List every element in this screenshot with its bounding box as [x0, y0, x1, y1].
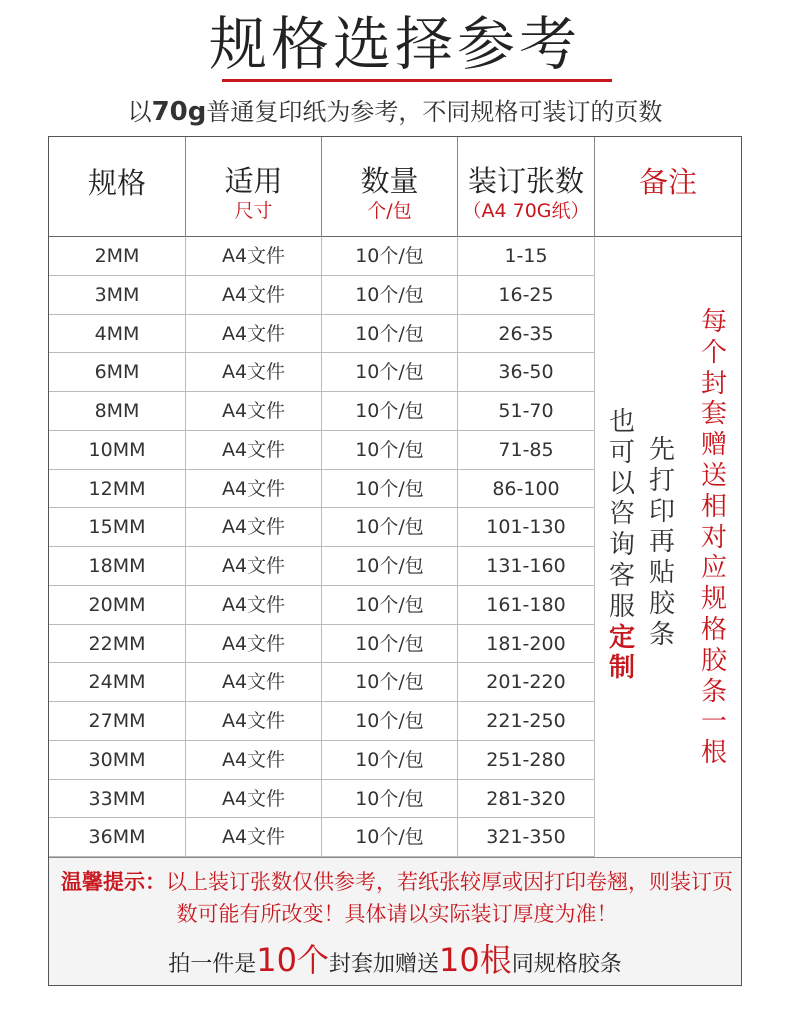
cell-size: A4文件: [186, 431, 322, 469]
subtitle-highlight: 70g: [151, 97, 207, 127]
tip-body: 以上装订张数仅供参考，若纸张较厚或因打印卷翘，则装订页数可能有所改变！具体请以实际装订厚度为准！: [166, 870, 733, 926]
header-quantity-label: 数量: [360, 164, 419, 198]
cell-quantity: 10个/包: [322, 470, 458, 508]
cell-size: A4文件: [186, 625, 322, 663]
note-free-strip: 每 个 封 套 赠 送 相 对 应 规 格 胶 条 一 根: [700, 307, 727, 769]
cell-sheets: 36-50: [458, 353, 595, 391]
table-row: [49, 353, 595, 392]
header-quantity: [322, 137, 458, 237]
table-row: [49, 431, 595, 470]
header-applicable-label: 适用: [224, 164, 283, 198]
cell-spec: 36MM: [49, 818, 186, 856]
subtitle-suffix: 普通复印纸为参考，不同规格可装订的页数: [206, 98, 663, 126]
tip-bottom-big1: 10个: [256, 941, 329, 979]
cell-quantity: 10个/包: [322, 315, 458, 353]
cell-size: A4文件: [186, 780, 322, 818]
cell-spec: 8MM: [49, 392, 186, 430]
cell-spec: 10MM: [49, 431, 186, 469]
title-underline: [222, 79, 612, 82]
cell-spec: 2MM: [49, 237, 186, 275]
cell-size: A4文件: [186, 741, 322, 779]
cell-quantity: 10个/包: [322, 586, 458, 624]
cell-sheets: 26-35: [458, 315, 595, 353]
cell-spec: 4MM: [49, 315, 186, 353]
header-note: [595, 137, 741, 237]
cell-quantity: 10个/包: [322, 547, 458, 585]
cell-sheets: 321-350: [458, 818, 595, 856]
cell-quantity: 10个/包: [322, 276, 458, 314]
cell-size: A4文件: [186, 392, 322, 430]
table-row: [49, 470, 595, 509]
cell-quantity: 10个/包: [322, 392, 458, 430]
cell-spec: 12MM: [49, 470, 186, 508]
cell-sheets: 221-250: [458, 702, 595, 740]
header-sheets-sub: （A4 70G纸）: [462, 200, 590, 222]
cell-quantity: 10个/包: [322, 780, 458, 818]
cell-size: A4文件: [186, 586, 322, 624]
cell-quantity: 10个/包: [322, 702, 458, 740]
cell-quantity: 10个/包: [322, 237, 458, 275]
cell-sheets: 86-100: [458, 470, 595, 508]
cell-spec: 24MM: [49, 663, 186, 701]
spec-table: [48, 136, 742, 986]
header-sheets-label: 装订张数: [467, 164, 584, 198]
cell-size: A4文件: [186, 353, 322, 391]
note-consult-custom: 也 可 以 咨 询 客 服 定 制: [608, 407, 635, 684]
cell-sheets: 281-320: [458, 780, 595, 818]
page-title: 规格选择参考: [208, 10, 581, 78]
tip-bottom-line: [49, 940, 741, 985]
cell-size: A4文件: [186, 508, 322, 546]
cell-spec: 20MM: [49, 586, 186, 624]
cell-spec: 3MM: [49, 276, 186, 314]
cell-sheets: 16-25: [458, 276, 595, 314]
header-quantity-sub: 个/包: [367, 200, 412, 222]
cell-quantity: 10个/包: [322, 508, 458, 546]
header-applicable: [186, 137, 322, 237]
cell-sheets: 1-15: [458, 237, 595, 275]
header-applicable-sub: 尺寸: [234, 200, 273, 222]
cell-quantity: 10个/包: [322, 625, 458, 663]
cell-quantity: 10个/包: [322, 741, 458, 779]
cell-sheets: 201-220: [458, 663, 595, 701]
table-row: [49, 508, 595, 547]
cell-size: A4文件: [186, 470, 322, 508]
cell-quantity: 10个/包: [322, 818, 458, 856]
tip-bottom-part2: 封套加赠送: [328, 952, 439, 977]
cell-quantity: 10个/包: [322, 431, 458, 469]
tip-text: [59, 866, 735, 930]
table-row: [49, 547, 595, 586]
cell-size: A4文件: [186, 663, 322, 701]
table-row: [49, 663, 595, 702]
cell-sheets: 101-130: [458, 508, 595, 546]
tip-bottom-part1: 拍一件是: [168, 952, 257, 977]
subtitle-prefix: 以: [127, 98, 152, 126]
cell-size: A4文件: [186, 702, 322, 740]
cell-sheets: 51-70: [458, 392, 595, 430]
table-row: [49, 586, 595, 625]
table-header: [49, 137, 741, 237]
cell-spec: 18MM: [49, 547, 186, 585]
table-row: [49, 625, 595, 664]
cell-size: A4文件: [186, 547, 322, 585]
cell-quantity: 10个/包: [322, 663, 458, 701]
cell-spec: 33MM: [49, 780, 186, 818]
page-subtitle: [0, 96, 790, 128]
cell-size: A4文件: [186, 818, 322, 856]
table-row: [49, 780, 595, 819]
tip-bottom-part3: 同规格胶条: [511, 952, 622, 977]
header-spec-label: 规格: [87, 166, 146, 200]
cell-size: A4文件: [186, 237, 322, 275]
tip-label: 温馨提示：: [61, 870, 166, 894]
cell-sheets: 251-280: [458, 741, 595, 779]
table-row: [49, 315, 595, 354]
cell-spec: 15MM: [49, 508, 186, 546]
tip-box: [49, 857, 741, 985]
cell-spec: 6MM: [49, 353, 186, 391]
note-column: [595, 237, 741, 857]
cell-size: A4文件: [186, 276, 322, 314]
cell-size: A4文件: [186, 315, 322, 353]
table-row: [49, 741, 595, 780]
table-row: [49, 818, 595, 857]
cell-sheets: 71-85: [458, 431, 595, 469]
cell-quantity: 10个/包: [322, 353, 458, 391]
table-row: [49, 702, 595, 741]
header-spec: [49, 137, 186, 237]
header-note-label: 备注: [638, 165, 697, 199]
cell-sheets: 131-160: [458, 547, 595, 585]
table-row: [49, 392, 595, 431]
table-row: [49, 237, 595, 276]
cell-spec: 22MM: [49, 625, 186, 663]
cell-sheets: 161-180: [458, 586, 595, 624]
table-row: [49, 276, 595, 315]
cell-spec: 30MM: [49, 741, 186, 779]
header-sheets: [458, 137, 595, 237]
tip-bottom-big2: 10根: [439, 941, 512, 979]
cell-spec: 27MM: [49, 702, 186, 740]
note-print-first: 先 打 印 再 贴 胶 条: [648, 435, 675, 650]
cell-sheets: 181-200: [458, 625, 595, 663]
